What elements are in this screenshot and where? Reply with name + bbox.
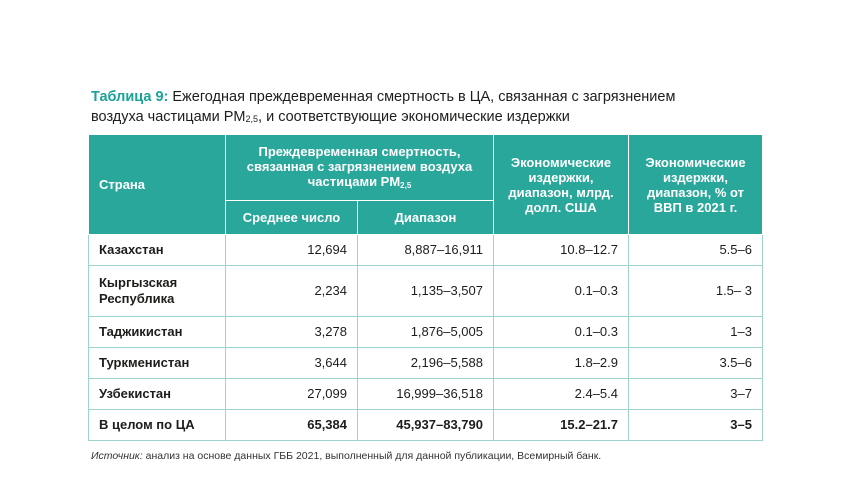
header-range: Диапазон <box>358 201 494 235</box>
cell-avg: 3,644 <box>226 348 358 379</box>
cell-country: Казахстан <box>89 235 226 266</box>
cell-country: Узбекистан <box>89 379 226 410</box>
cell-range: 1,135–3,507 <box>358 266 494 317</box>
cell-gdp: 1.5– 3 <box>629 266 763 317</box>
cell-country: Кыргызская Республика <box>89 266 226 317</box>
cell-gdp: 1–3 <box>629 317 763 348</box>
cell-usd: 15.2–21.7 <box>494 410 629 441</box>
cell-country: В целом по ЦА <box>89 410 226 441</box>
caption-label: Таблица 9: <box>91 89 169 105</box>
cell-avg: 2,234 <box>226 266 358 317</box>
table-caption <box>91 87 771 128</box>
cell-avg: 3,278 <box>226 317 358 348</box>
caption-line-1 <box>91 87 771 107</box>
cell-avg: 27,099 <box>226 379 358 410</box>
table-row <box>89 235 763 266</box>
cell-range: 8,887–16,911 <box>358 235 494 266</box>
cell-range: 1,876–5,005 <box>358 317 494 348</box>
source-text: анализ на основе данных ГББ 2021, выполненный для данной публикации, Всемирный банк. <box>142 450 602 462</box>
header-mortality-subscript: 2,5 <box>400 181 412 190</box>
cell-gdp: 3–5 <box>629 410 763 441</box>
header-econ-usd: Экономические издержки, диапазон, млрд. долл. США <box>494 135 629 235</box>
header-econ-gdp: Экономические издержки, диапазон, % от ВВП в 2021 г. <box>629 135 763 235</box>
table-row-total <box>89 410 763 441</box>
cell-gdp: 3–7 <box>629 379 763 410</box>
caption-title-part-2: воздуха частицами PM <box>91 109 246 125</box>
cell-range: 2,196–5,588 <box>358 348 494 379</box>
header-mortality-group <box>226 135 494 201</box>
cell-gdp: 5.5–6 <box>629 235 763 266</box>
caption-title-part-3: , и соответствующие экономические издержки <box>258 109 570 125</box>
cell-usd: 2.4–5.4 <box>494 379 629 410</box>
cell-usd: 10.8–12.7 <box>494 235 629 266</box>
cell-avg: 65,384 <box>226 410 358 441</box>
header-avg: Среднее число <box>226 201 358 235</box>
cell-country: Туркменистан <box>89 348 226 379</box>
source-note <box>91 450 601 462</box>
header-mortality-text: Преждевременная смертность, связанная с загрязнением воздуха частицами PM <box>246 144 473 189</box>
caption-line-2 <box>91 107 771 128</box>
cell-country: Таджикистан <box>89 317 226 348</box>
table-row <box>89 379 763 410</box>
caption-pm-subscript: 2,5 <box>245 114 259 124</box>
table-row <box>89 266 763 317</box>
cell-gdp: 3.5–6 <box>629 348 763 379</box>
cell-usd: 0.1–0.3 <box>494 266 629 317</box>
cell-avg: 12,694 <box>226 235 358 266</box>
cell-usd: 1.8–2.9 <box>494 348 629 379</box>
source-label: Источник: <box>91 450 143 462</box>
mortality-table <box>88 134 763 441</box>
header-country: Страна <box>89 135 226 235</box>
cell-range: 16,999–36,518 <box>358 379 494 410</box>
cell-range: 45,937–83,790 <box>358 410 494 441</box>
cell-usd: 0.1–0.3 <box>494 317 629 348</box>
caption-title-part-1: Ежегодная преждевременная смертность в ЦА, связанная с загрязнением <box>168 89 676 105</box>
table-row <box>89 317 763 348</box>
table-row <box>89 348 763 379</box>
